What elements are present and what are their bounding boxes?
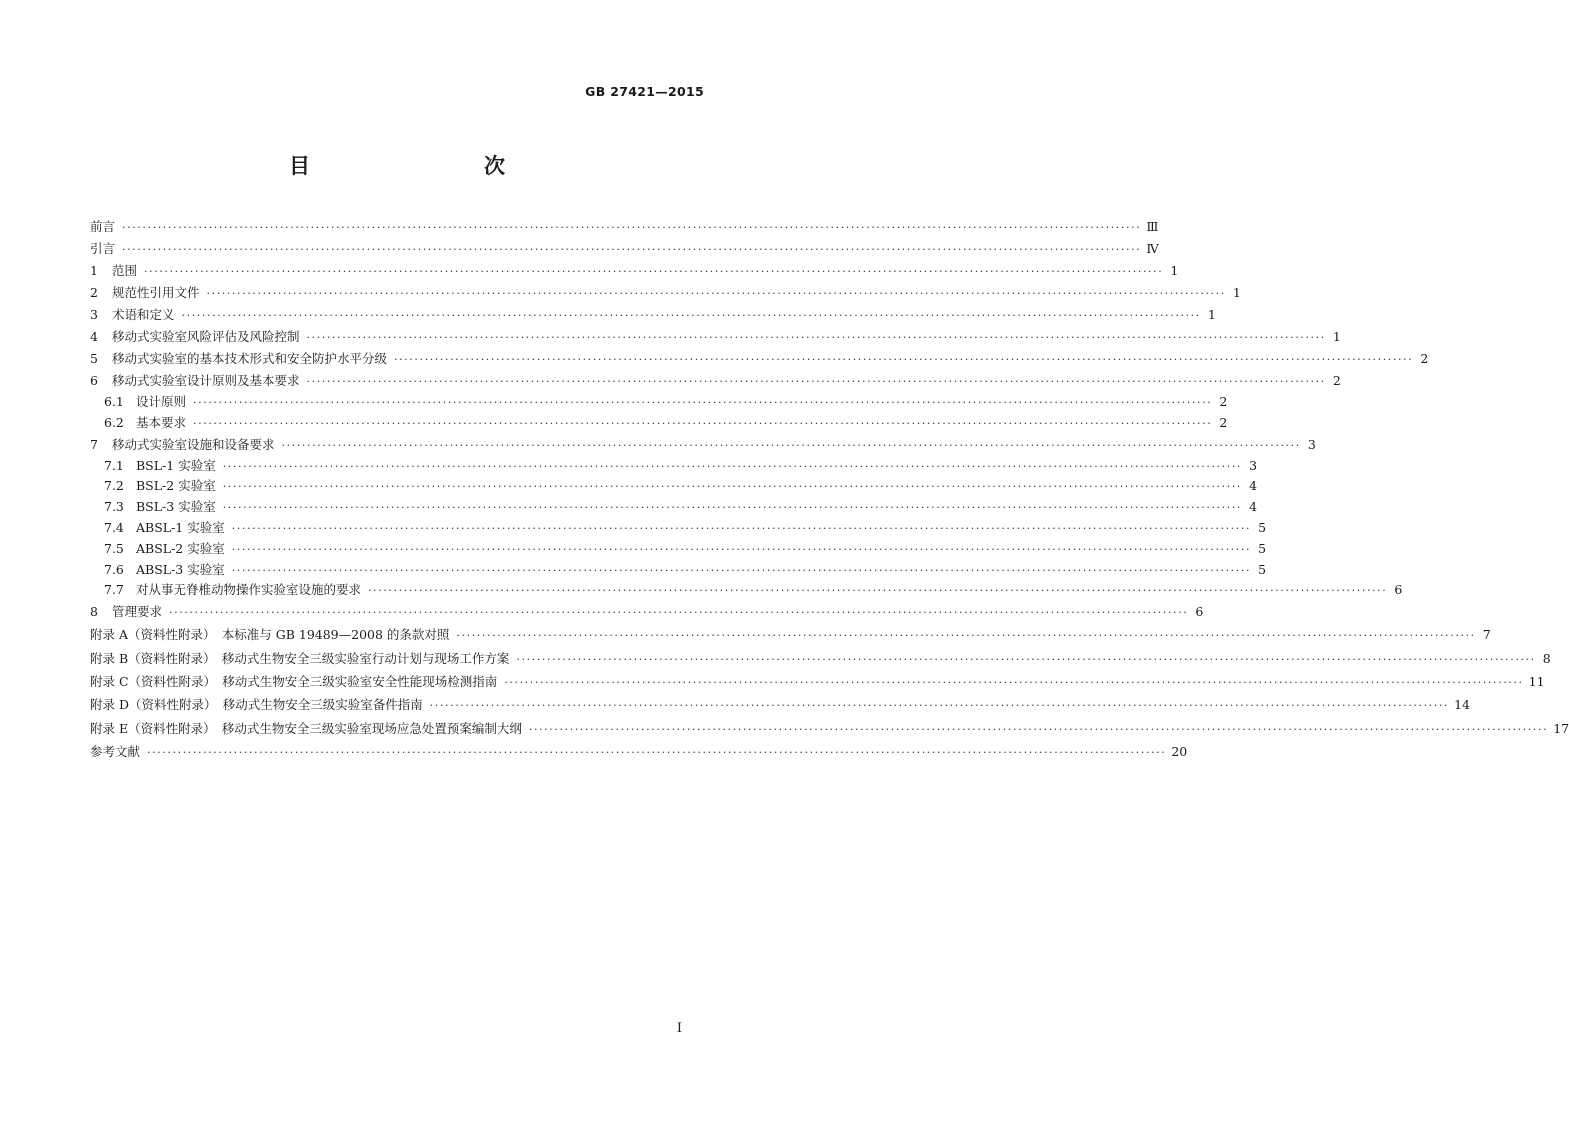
toc-entry[interactable] [90, 497, 1258, 518]
toc-entry-page: 5 [1258, 519, 1267, 535]
toc-entry-label: 附录 D（资料性附录） 移动式生物安全三级实验室备件指南 [90, 697, 423, 713]
toc-entry-page: 1 [1232, 285, 1241, 300]
dot-leader: ········································································································································································································ [231, 542, 1252, 556]
toc-entry-label: 移动式实验室设计原则及基本要求 [112, 373, 300, 388]
toc-entry[interactable] [90, 238, 1159, 260]
toc-entry-label: 移动式实验室的基本技术形式和安全防护水平分级 [112, 351, 388, 366]
toc-entry[interactable] [90, 580, 1403, 601]
toc-entry-label: ABSL-2 实验室 [136, 540, 225, 556]
toc-entry-number: 6 [90, 373, 98, 388]
toc-entry[interactable] [90, 434, 1316, 456]
toc-entry-label: BSL-3 实验室 [136, 499, 216, 515]
table-of-contents [90, 216, 1569, 764]
toc-entry[interactable] [90, 693, 1470, 716]
dot-leader: ········································································································································································································ [306, 375, 1326, 388]
toc-entry-page: 1 [1170, 263, 1179, 278]
toc-entry-label: 设计原则 [136, 394, 187, 409]
dot-leader: ········································································································································································································ [456, 629, 1476, 643]
toc-entry-label: 附录 C（资料性附录） 移动式生物安全三级实验室安全性能现场检测指南 [90, 673, 498, 689]
toc-entry-page: 2 [1219, 394, 1228, 409]
dot-leader: ········································································································································································································ [169, 606, 1189, 620]
toc-entry[interactable] [90, 670, 1545, 693]
toc-entry[interactable] [90, 392, 1228, 413]
toc-entry-label: 引言 [90, 241, 116, 256]
toc-entry-number: 7.1 [104, 457, 124, 473]
toc-entry-number: 7.2 [104, 478, 124, 494]
toc-entry-label: ABSL-1 实验室 [136, 519, 225, 535]
toc-entry[interactable] [90, 601, 1204, 623]
dot-leader: ········································································································································································································ [231, 563, 1252, 577]
toc-entry[interactable] [90, 476, 1258, 497]
dot-leader: ········································································································································································································ [206, 287, 1226, 300]
dot-leader: ········································································································································································································ [193, 416, 1213, 430]
toc-entry-label: 前言 [90, 219, 116, 234]
toc-entry-page: 3 [1249, 457, 1258, 473]
toc-entry-label: 附录 B（资料性附录） 移动式生物安全三级实验室行动计划与现场工作方案 [90, 650, 510, 666]
toc-entry-label: 基本要求 [136, 414, 187, 430]
toc-entry-number: 7.3 [104, 499, 124, 515]
dot-leader: ········································································································································································································ [222, 480, 1243, 494]
dot-leader: ········································································································································································································ [181, 309, 1201, 322]
toc-title: 目 次 [289, 153, 549, 178]
toc-entry-page: 1 [1207, 307, 1216, 322]
toc-entry[interactable] [90, 370, 1341, 392]
dot-leader: ········································································································································································································ [193, 396, 1213, 409]
toc-entry-number: 8 [90, 604, 98, 620]
toc-entry-number: 4 [90, 329, 98, 344]
toc-entry[interactable] [90, 260, 1179, 282]
standard-code: GB 27421—2015 [585, 84, 704, 99]
toc-entry-label: 参考文献 [90, 744, 141, 760]
toc-entry-page: 5 [1258, 540, 1267, 556]
toc-entry-page: Ⅳ [1146, 241, 1159, 256]
toc-entry[interactable] [90, 623, 1491, 646]
dot-leader: ········································································································································································································ [281, 438, 1301, 452]
dot-leader: ········································································································································································································ [394, 353, 1414, 366]
toc-entry[interactable] [90, 717, 1569, 740]
toc-entry-page: 1 [1332, 329, 1341, 344]
toc-entry-label: 附录 E（资料性附录） 移动式生物安全三级实验室现场应急处置预案编制大纲 [90, 720, 522, 736]
toc-entry-number: 2 [90, 285, 98, 300]
dot-leader: ········································································································································································································ [144, 265, 1164, 278]
toc-entry-page: 17 [1553, 720, 1569, 736]
dot-leader: ········································································································································································································ [222, 501, 1243, 515]
dot-leader: ········································································································································································································ [516, 652, 1536, 666]
toc-entry[interactable] [90, 282, 1241, 304]
toc-entry-label: 附录 A（资料性附录） 本标准与 GB 19489—2008 的条款对照 [90, 627, 450, 643]
toc-entry[interactable] [90, 740, 1188, 763]
dot-leader: ········································································································································································································ [429, 699, 1450, 713]
toc-entry-number: 7.5 [104, 540, 124, 556]
toc-entry-number: 6.1 [104, 394, 124, 409]
toc-entry[interactable] [90, 647, 1551, 670]
toc-entry-label: 管理要求 [112, 604, 163, 620]
dot-leader: ········································································································································································································ [147, 746, 1167, 760]
toc-entry[interactable] [90, 539, 1267, 560]
page-number: Ⅰ [676, 1021, 682, 1036]
toc-entry-page: 4 [1249, 499, 1258, 515]
toc-entry-number: 7.4 [104, 519, 124, 535]
toc-entry-page: 11 [1528, 673, 1545, 689]
toc-entry[interactable] [90, 456, 1258, 477]
toc-entry-page: 5 [1258, 561, 1267, 577]
toc-entry-page: 14 [1454, 697, 1470, 713]
dot-leader: ········································································································································································································ [231, 521, 1252, 535]
toc-entry-label: 对从事无脊椎动物操作实验室设施的要求 [136, 582, 362, 598]
dot-leader: ········································································································································································································ [368, 584, 1388, 598]
toc-entry-page: 7 [1482, 627, 1491, 643]
toc-entry-page: 8 [1542, 650, 1551, 666]
toc-entry-page: 2 [1420, 351, 1429, 366]
toc-entry-number: 7 [90, 436, 98, 452]
toc-entry[interactable] [90, 304, 1216, 326]
dot-leader: ········································································································································································································ [528, 722, 1549, 736]
dot-leader: ········································································································································································································ [122, 243, 1142, 256]
toc-entry-label: ABSL-3 实验室 [136, 561, 225, 577]
toc-entry-page: 4 [1249, 478, 1258, 494]
toc-entry-number: 6.2 [104, 414, 124, 430]
toc-entry-number: 1 [90, 263, 98, 278]
dot-leader: ········································································································································································································ [306, 331, 1326, 344]
dot-leader: ········································································································································································································ [504, 675, 1524, 689]
toc-entry-page: Ⅲ [1146, 219, 1159, 234]
toc-entry[interactable] [90, 413, 1228, 434]
toc-entry[interactable] [90, 326, 1341, 348]
toc-entry-page: 6 [1394, 582, 1403, 598]
toc-entry-number: 3 [90, 307, 98, 322]
toc-entry-number: 7.6 [104, 561, 124, 577]
toc-entry[interactable] [90, 348, 1429, 370]
toc-entry-label: 术语和定义 [112, 307, 175, 322]
toc-entry-page: 2 [1219, 414, 1228, 430]
toc-entry[interactable] [90, 518, 1267, 539]
toc-entry-label: 范围 [112, 263, 138, 278]
toc-entry-page: 2 [1332, 373, 1341, 388]
toc-entry-label: 规范性引用文件 [112, 285, 200, 300]
toc-entry-number: 7.7 [104, 582, 124, 598]
toc-entry-label: 移动式实验室风险评估及风险控制 [112, 329, 300, 344]
toc-entry[interactable] [90, 216, 1159, 238]
dot-leader: ········································································································································································································ [222, 459, 1243, 473]
toc-entry-page: 6 [1195, 604, 1204, 620]
toc-entry-page: 3 [1307, 436, 1316, 452]
toc-entry-page: 20 [1171, 744, 1188, 760]
toc-entry-label: 移动式实验室设施和设备要求 [112, 436, 275, 452]
toc-entry-label: BSL-2 实验室 [136, 478, 216, 494]
toc-entry[interactable] [90, 560, 1267, 581]
toc-entry-number: 5 [90, 351, 98, 366]
dot-leader: ········································································································································································································ [122, 221, 1142, 234]
toc-entry-label: BSL-1 实验室 [136, 457, 216, 473]
